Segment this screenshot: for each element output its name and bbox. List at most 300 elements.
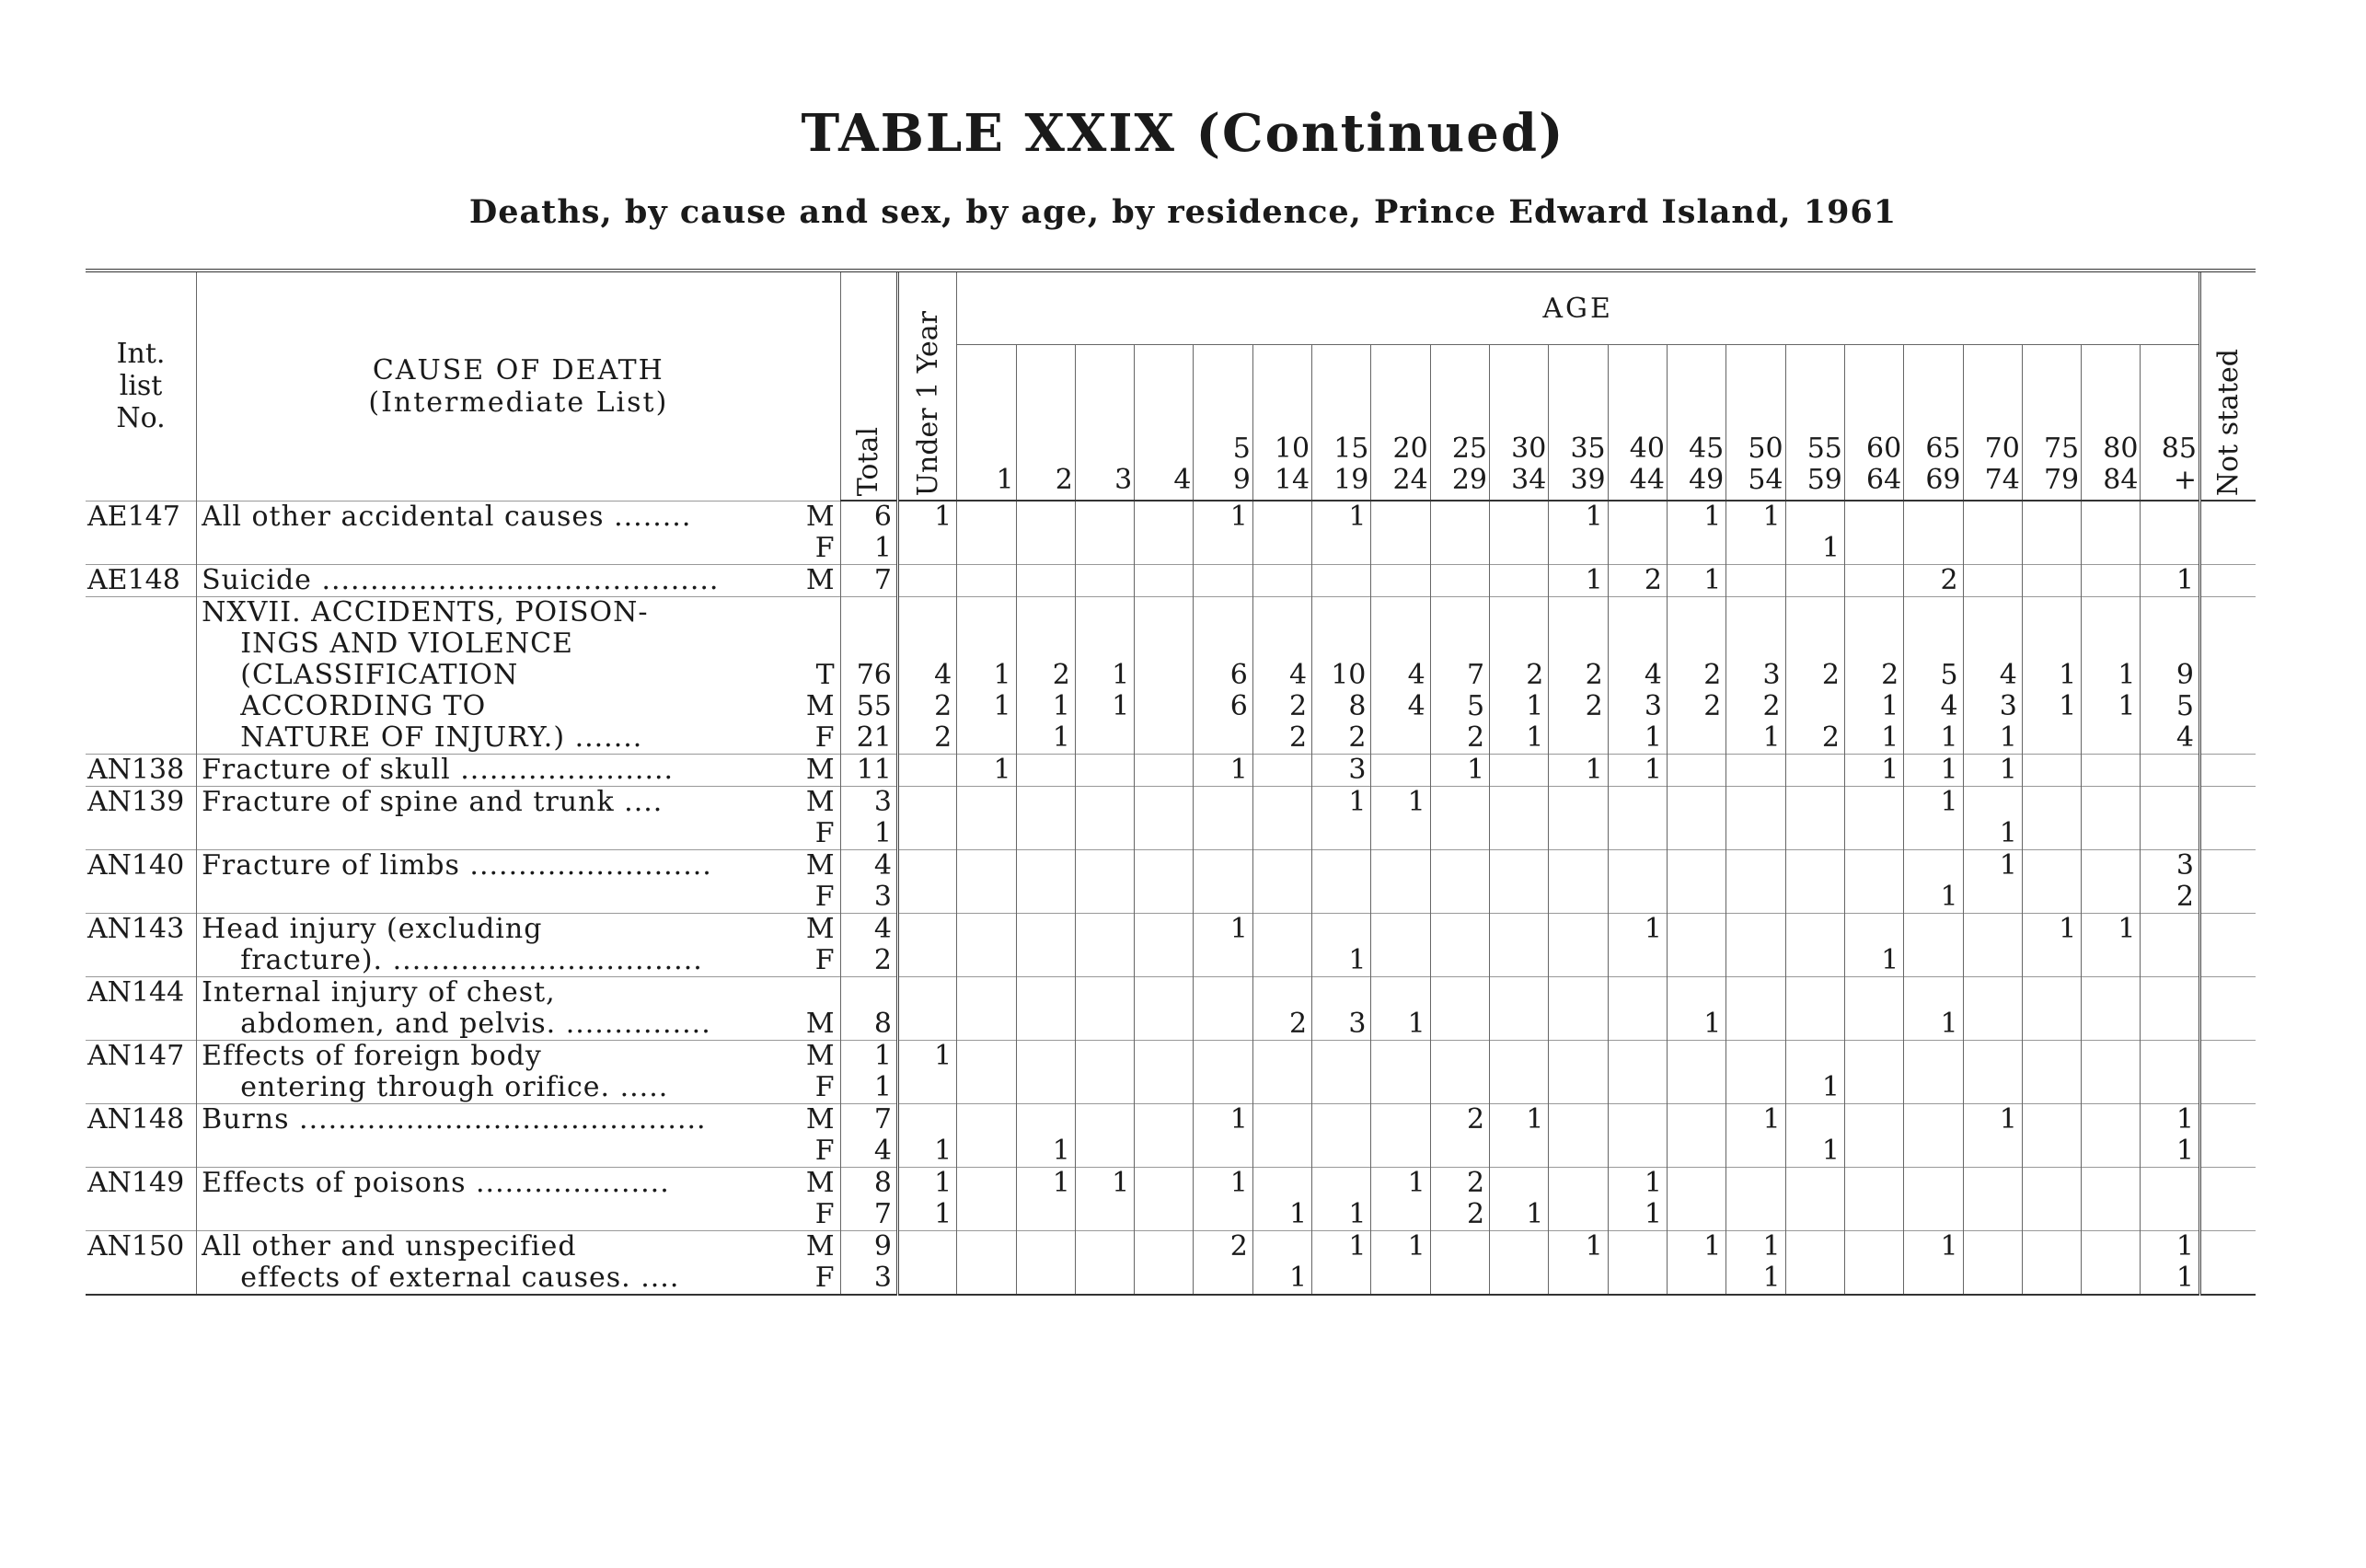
age-value: [1371, 1041, 1430, 1073]
total-value: 1: [840, 818, 897, 850]
int-list-code: AN148: [86, 1104, 197, 1136]
age-value: [2082, 1168, 2141, 1200]
age-value: [1075, 1072, 1134, 1104]
age-value: [1963, 1262, 2022, 1295]
age-value: [1371, 565, 1430, 597]
age-value: [1904, 914, 1963, 946]
age-value: [1194, 1262, 1252, 1295]
age-value: 1: [1726, 1262, 1785, 1295]
age-value: [1490, 533, 1549, 565]
age-value: [1430, 977, 1489, 1009]
age-value: [1785, 977, 1844, 1009]
age-value: 1: [1371, 1009, 1430, 1041]
total-value: 21: [840, 722, 897, 755]
age-value: 5: [2141, 691, 2199, 722]
age-value: 4: [1904, 691, 1963, 722]
age-value: [1075, 787, 1134, 819]
age-value: [2082, 722, 2141, 755]
age-value: 1: [1549, 1231, 1608, 1263]
age-value: [1608, 1072, 1667, 1104]
age-value: 1: [1549, 501, 1608, 533]
age-value: 1: [1312, 945, 1371, 977]
age-value: [1904, 1199, 1963, 1231]
cause-of-death: [197, 818, 789, 850]
age-col-header: 4: [1135, 345, 1194, 502]
not-stated-value: [2199, 597, 2256, 629]
age-col-header: 20 24: [1371, 345, 1430, 502]
age-value: [2082, 850, 2141, 882]
under1-value: [897, 977, 956, 1009]
age-value: [1490, 977, 1549, 1009]
age-value: [2082, 818, 2141, 850]
table-row: [86, 1104, 2256, 1136]
age-value: [2082, 1199, 2141, 1231]
age-value: [2082, 787, 2141, 819]
age-value: 2: [1549, 660, 1608, 691]
age-value: [2141, 1072, 2199, 1104]
age-value: [1726, 914, 1785, 946]
age-value: 3: [1608, 691, 1667, 722]
age-value: [1904, 628, 1963, 660]
age-value: [957, 1231, 1016, 1263]
age-value: 1: [1490, 1104, 1549, 1136]
age-value: 1: [1016, 1136, 1075, 1168]
total-value: 8: [840, 1009, 897, 1041]
age-value: [1785, 914, 1844, 946]
age-value: [1963, 914, 2022, 946]
age-value: [1963, 882, 2022, 914]
age-value: [1312, 565, 1371, 597]
int-list-code: [86, 1072, 197, 1104]
age-value: [1549, 914, 1608, 946]
under1-value: 1: [897, 501, 956, 533]
age-value: [1963, 501, 2022, 533]
age-value: 1: [1608, 1168, 1667, 1200]
under1-header: Under 1 Year: [897, 271, 956, 501]
under1-value: 1: [897, 1136, 956, 1168]
age-value: [2022, 1041, 2081, 1073]
table-row: [86, 914, 2256, 946]
age-value: [2141, 533, 2199, 565]
int-list-code: AE148: [86, 565, 197, 597]
age-value: [1785, 818, 1844, 850]
age-value: 4: [1608, 660, 1667, 691]
age-value: 1: [1726, 1231, 1785, 1263]
age-value: [957, 501, 1016, 533]
not-stated-value: [2199, 1231, 2256, 1263]
age-value: [1785, 597, 1844, 629]
age-value: [1135, 691, 1194, 722]
age-value: 4: [1252, 660, 1311, 691]
age-value: [1490, 1231, 1549, 1263]
age-value: 1: [1075, 691, 1134, 722]
age-value: [1608, 1262, 1667, 1295]
age-value: 2: [1252, 1009, 1311, 1041]
age-value: [1135, 565, 1194, 597]
age-value: 1: [1667, 1231, 1725, 1263]
age-value: 5: [1430, 691, 1489, 722]
age-value: [2022, 722, 2081, 755]
under1-value: 4: [897, 660, 956, 691]
age-value: [1312, 850, 1371, 882]
int-list-code: [86, 882, 197, 914]
age-value: [1371, 945, 1430, 977]
age-value: [1135, 597, 1194, 629]
table-row: [86, 818, 2256, 850]
cause-of-death: All other and unspecified: [197, 1231, 789, 1263]
age-value: [1252, 1168, 1311, 1200]
age-value: 10: [1312, 660, 1371, 691]
age-value: [1252, 628, 1311, 660]
table-row: [86, 722, 2256, 755]
age-value: 1: [1785, 1072, 1844, 1104]
age-value: [2022, 882, 2081, 914]
age-value: [1549, 818, 1608, 850]
under1-value: 2: [897, 691, 956, 722]
age-value: [1904, 501, 1963, 533]
age-value: 1: [1312, 787, 1371, 819]
age-value: [1726, 597, 1785, 629]
not-stated-value: [2199, 1199, 2256, 1231]
age-value: [1904, 1136, 1963, 1168]
age-value: [1608, 1136, 1667, 1168]
age-value: [1667, 533, 1725, 565]
age-value: [1135, 1041, 1194, 1073]
table-row: [86, 628, 2256, 660]
age-value: [957, 1168, 1016, 1200]
int-list-code: AN147: [86, 1041, 197, 1073]
age-value: [1904, 1168, 1963, 1200]
age-col-header: 55 59: [1785, 345, 1844, 502]
age-value: [1075, 1136, 1134, 1168]
age-value: [1016, 882, 1075, 914]
age-value: [1785, 1009, 1844, 1041]
age-value: [1667, 1136, 1725, 1168]
not-stated-value: [2199, 977, 2256, 1009]
age-value: 1: [1016, 722, 1075, 755]
age-value: 1: [1075, 1168, 1134, 1200]
age-value: 4: [1371, 691, 1430, 722]
cause-of-death: [197, 882, 789, 914]
age-value: [1312, 914, 1371, 946]
cause-of-death: Fracture of limbs .........................: [197, 850, 789, 882]
age-value: 1: [1430, 755, 1489, 787]
int-list-code: AN143: [86, 914, 197, 946]
cause-header-sub: (Intermediate List): [368, 386, 669, 419]
age-value: [1608, 628, 1667, 660]
cause-of-death: NXVII. ACCIDENTS, POISON-: [197, 597, 789, 629]
not-stated-value: [2199, 533, 2256, 565]
age-value: [1726, 945, 1785, 977]
age-value: [2022, 1199, 2081, 1231]
age-value: [1608, 533, 1667, 565]
under1-value: [897, 628, 956, 660]
total-value: 7: [840, 1199, 897, 1231]
cause-of-death: [197, 1199, 789, 1231]
age-value: [1016, 1072, 1075, 1104]
age-value: [1371, 1136, 1430, 1168]
age-value: [1785, 501, 1844, 533]
sex-code: F: [814, 721, 835, 754]
age-value: [1016, 787, 1075, 819]
sex-code: M: [789, 1104, 840, 1136]
age-value: 1: [1844, 722, 1903, 755]
age-value: [1963, 1199, 2022, 1231]
age-value: [1312, 1041, 1371, 1073]
sex-code: F: [814, 944, 835, 976]
age-value: [1490, 850, 1549, 882]
total-value: 1: [840, 1072, 897, 1104]
table-row: [86, 1231, 2256, 1263]
age-value: [1963, 787, 2022, 819]
age-value: [2022, 818, 2081, 850]
age-value: [1667, 722, 1725, 755]
age-value: [1726, 1009, 1785, 1041]
age-value: [1785, 1168, 1844, 1200]
table-row: [86, 660, 2256, 691]
total-value: [840, 977, 897, 1009]
age-value: [1075, 1262, 1134, 1295]
age-value: [1312, 1136, 1371, 1168]
age-value: [1194, 597, 1252, 629]
age-value: [1252, 755, 1311, 787]
table-row: [86, 755, 2256, 787]
age-value: 1: [1904, 882, 1963, 914]
age-value: [1844, 850, 1903, 882]
age-value: [1371, 628, 1430, 660]
age-value: [1608, 1009, 1667, 1041]
age-value: [1726, 977, 1785, 1009]
age-value: [957, 1009, 1016, 1041]
age-value: [2022, 1168, 2081, 1200]
age-value: [1075, 597, 1134, 629]
total-value: 2: [840, 945, 897, 977]
age-value: [1194, 565, 1252, 597]
age-value: 1: [1312, 501, 1371, 533]
age-value: [1785, 1199, 1844, 1231]
int-list-code: [86, 660, 197, 691]
not-stated-value: [2199, 1009, 2256, 1041]
not-stated-header: Not stated: [2199, 271, 2256, 501]
cause-of-death: Suicide .........................................: [197, 565, 789, 597]
age-value: [1549, 722, 1608, 755]
age-value: [2082, 501, 2141, 533]
age-value: [1252, 945, 1311, 977]
age-value: [1371, 1104, 1430, 1136]
sex-code: M: [789, 850, 840, 882]
cause-of-death: fracture). ................................: [197, 945, 789, 977]
sex-code: T: [815, 659, 835, 691]
age-value: [1844, 533, 1903, 565]
age-value: [1016, 565, 1075, 597]
age-value: [1135, 1104, 1194, 1136]
age-value: 2: [1608, 565, 1667, 597]
age-value: [1075, 1041, 1134, 1073]
table-body: [86, 501, 2256, 1295]
age-value: [1490, 1009, 1549, 1041]
sex-code: M: [805, 690, 835, 722]
age-value: 1: [1371, 787, 1430, 819]
age-col-header: 50 54: [1726, 345, 1785, 502]
age-value: [1844, 565, 1903, 597]
age-value: [1016, 914, 1075, 946]
age-value: [1608, 1104, 1667, 1136]
table-row: [86, 1041, 2256, 1073]
age-value: [1194, 1072, 1252, 1104]
age-value: 2: [2141, 882, 2199, 914]
age-value: [1844, 1009, 1903, 1041]
age-value: 3: [1963, 691, 2022, 722]
cause-of-death: Effects of poisons ....................: [197, 1168, 789, 1200]
age-value: 2: [1016, 660, 1075, 691]
int-list-code: [86, 1262, 197, 1295]
age-value: [1963, 565, 2022, 597]
age-value: [1194, 722, 1252, 755]
age-value: 1: [1667, 501, 1725, 533]
under1-value: [897, 1009, 956, 1041]
age-value: 1: [957, 755, 1016, 787]
age-value: 4: [1963, 660, 2022, 691]
age-value: [1667, 1072, 1725, 1104]
age-value: [1726, 818, 1785, 850]
age-col-header: 75 79: [2022, 345, 2081, 502]
age-value: [1785, 850, 1844, 882]
age-value: [1844, 597, 1903, 629]
table-row: [86, 597, 2256, 629]
age-value: [1430, 1041, 1489, 1073]
age-value: 1: [1016, 691, 1075, 722]
age-value: 2: [1785, 660, 1844, 691]
table-row: [86, 945, 2256, 977]
age-value: 1: [1490, 722, 1549, 755]
age-value: [1904, 1104, 1963, 1136]
age-value: [1016, 755, 1075, 787]
sex-code: M: [789, 787, 840, 819]
age-value: [1726, 565, 1785, 597]
age-value: [1371, 818, 1430, 850]
age-value: [2022, 787, 2081, 819]
age-value: [1252, 914, 1311, 946]
age-value: [1194, 1041, 1252, 1073]
age-value: [1016, 850, 1075, 882]
age-value: [1785, 787, 1844, 819]
age-value: [1904, 1072, 1963, 1104]
age-col-header: 15 19: [1312, 345, 1371, 502]
age-value: [1844, 1262, 1903, 1295]
age-value: 2: [1726, 691, 1785, 722]
age-value: 1: [1194, 914, 1252, 946]
age-value: [2022, 1104, 2081, 1136]
age-value: [1726, 1199, 1785, 1231]
age-value: [1667, 755, 1725, 787]
age-value: [1135, 722, 1194, 755]
age-value: [1904, 533, 1963, 565]
age-value: [1904, 818, 1963, 850]
cause-header: [197, 271, 841, 501]
not-stated-value: [2199, 882, 2256, 914]
age-value: [1490, 787, 1549, 819]
age-col-header: 70 74: [1963, 345, 2022, 502]
age-value: [2022, 1136, 2081, 1168]
age-value: [2082, 755, 2141, 787]
sex-code: M: [805, 1008, 835, 1040]
age-value: [2141, 1009, 2199, 1041]
total-header: Total: [840, 271, 897, 501]
age-value: [1844, 818, 1903, 850]
age-value: 2: [1252, 722, 1311, 755]
age-value: [1785, 1231, 1844, 1263]
age-value: 1: [1608, 914, 1667, 946]
age-value: [1016, 501, 1075, 533]
total-value: 7: [840, 1104, 897, 1136]
age-value: 1: [1667, 1009, 1725, 1041]
table-row: [86, 691, 2256, 722]
age-value: [2082, 628, 2141, 660]
total-value: 76: [840, 660, 897, 691]
age-col-header: 2: [1016, 345, 1075, 502]
age-value: [1844, 1104, 1903, 1136]
age-value: [1608, 945, 1667, 977]
total-value: 1: [840, 1041, 897, 1073]
age-value: [1726, 1072, 1785, 1104]
age-value: [1312, 628, 1371, 660]
age-value: [1312, 1104, 1371, 1136]
age-value: [1549, 1009, 1608, 1041]
age-value: 1: [1312, 1231, 1371, 1263]
age-value: [1430, 914, 1489, 946]
age-value: [1963, 1009, 2022, 1041]
age-value: [1135, 1009, 1194, 1041]
age-value: 2: [1430, 1199, 1489, 1231]
total-value: 3: [840, 1262, 897, 1295]
age-value: [2082, 977, 2141, 1009]
age-value: [1371, 501, 1430, 533]
age-value: [957, 818, 1016, 850]
total-value: 3: [840, 882, 897, 914]
age-value: [1608, 501, 1667, 533]
age-header: AGE: [957, 271, 2200, 345]
cause-of-death: Internal injury of chest,: [197, 977, 789, 1009]
age-value: [1904, 850, 1963, 882]
age-value: [957, 533, 1016, 565]
age-value: [1075, 501, 1134, 533]
age-value: 1: [1904, 755, 1963, 787]
cause-of-death: ACCORDING TO: [197, 691, 789, 722]
table-row: [86, 1072, 2256, 1104]
age-value: [2141, 1199, 2199, 1231]
table-row: [86, 882, 2256, 914]
age-value: 1: [1726, 1104, 1785, 1136]
age-col-header: 85 +: [2141, 345, 2199, 502]
not-stated-value: [2199, 1262, 2256, 1295]
age-value: [1135, 1072, 1194, 1104]
sex-code: F: [814, 881, 835, 913]
age-value: [1371, 914, 1430, 946]
age-value: [1016, 1041, 1075, 1073]
age-value: 2: [1430, 1104, 1489, 1136]
not-stated-value: [2199, 565, 2256, 597]
table-row: [86, 1199, 2256, 1231]
age-value: [1549, 945, 1608, 977]
age-value: [1667, 977, 1725, 1009]
under1-value: 1: [897, 1168, 956, 1200]
age-value: [2022, 501, 2081, 533]
age-value: [1549, 1072, 1608, 1104]
table-subtitle: Deaths, by cause and sex, by age, by residence, Prince Edward Island, 1961: [468, 193, 1898, 231]
sex-code: M: [789, 565, 840, 597]
under1-value: [897, 1104, 956, 1136]
age-value: [1785, 565, 1844, 597]
